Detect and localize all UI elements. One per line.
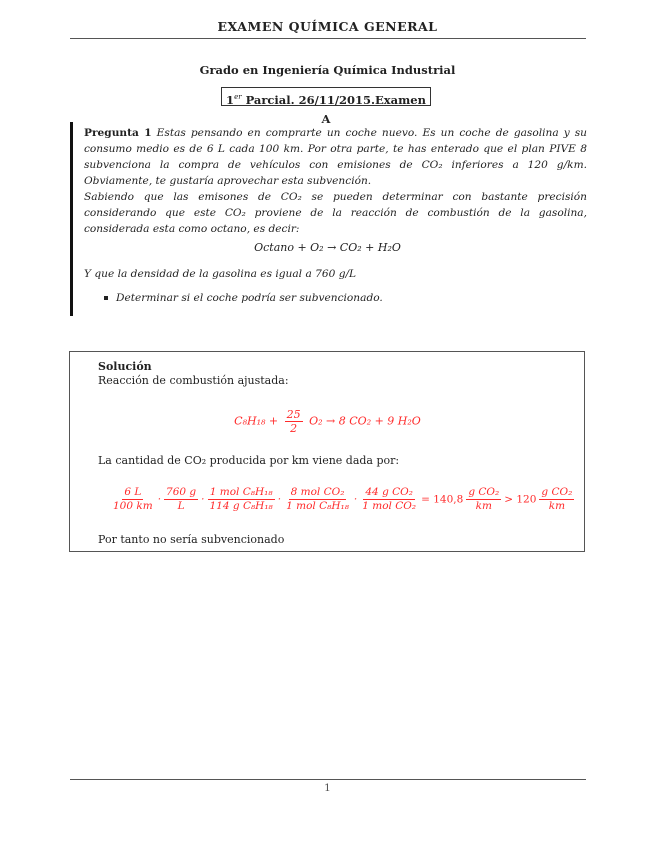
- limit-unit: $\frac{\text{g CO₂}}{km}$: [541, 486, 573, 512]
- balanced-reaction: C₈H₁₈ + $\frac{25}{2}$ O₂ → 8 CO₂ + 9 H₂O: [234, 408, 421, 435]
- solution-conclusion: Por tanto no sería subvencionado: [98, 533, 285, 546]
- fraction: $\frac{25}{2}$: [286, 408, 301, 435]
- exam-ordinal-sup: er: [234, 93, 242, 101]
- factor-co2-mass: $\frac{\text{44 g CO₂}}{\text{1 mol CO₂}}$: [362, 486, 417, 512]
- exam-info-text: Parcial. 26/11/2015.Examen A: [241, 92, 426, 126]
- document-header-title: EXAMEN QUÍMICA GENERAL: [217, 19, 438, 34]
- question-left-bar: [70, 122, 73, 316]
- footer-divider: [70, 779, 586, 780]
- question-statement: [84, 125, 587, 237]
- co2-calculation: $\frac{6 L}{100 km}$ · $\frac{760 g}{L}$ · $\frac{\text{1 mol C₈H₁₈}}{\text{114 g C₈H₁₈}}$ · $\frac{\text{8 mol CO₂}}{\text{1 mol C₈H₁₈}}$ · $\frac{\text{44 g CO₂}}{\text{1 mol CO₂}}$ = 140,8 $\frac{\text{g CO₂}}{km}$ > 120 $\frac{\text{g CO₂}}{km}$: [113, 486, 573, 512]
- solution-intro: Reacción de combustión ajustada:: [98, 374, 289, 387]
- exam-info-box: [221, 87, 431, 126]
- question-equation: Octano + O₂ → CO₂ + H₂O: [254, 241, 401, 254]
- comparison: > 120: [504, 493, 537, 506]
- co2-intro-text: La cantidad de CO₂ producida por km viene dada por:: [98, 454, 400, 467]
- header-divider: [70, 38, 586, 39]
- factor-stoichiometry: $\frac{\text{8 mol CO₂}}{\text{1 mol C₈H₁₈}}$: [286, 486, 349, 512]
- degree-subtitle: Grado en Ingeniería Química Industrial: [199, 63, 456, 77]
- result-value: = 140,8: [421, 493, 464, 506]
- question-bullet-item: Determinar si el coche podría ser subvencionado.: [104, 292, 383, 304]
- question-paragraph-2: Sabiendo que las emisones de CO₂ se pueden determinar con bastante precisión considerando que este CO₂ proviene de la reacción de combustión de la gasolina, considerada esta como octano, es decir:: [84, 191, 587, 235]
- factor-density: $\frac{760 g}{L}$: [166, 486, 197, 512]
- solution-title: Solución: [98, 360, 152, 373]
- factor-molar-mass: $\frac{\text{1 mol C₈H₁₈}}{\text{114 g C₈H₁₈}}$: [209, 486, 273, 512]
- page-number: 1: [324, 782, 331, 794]
- bullet-icon: [104, 296, 108, 300]
- exam-ordinal: 1: [226, 92, 235, 107]
- result-unit: $\frac{\text{g CO₂}}{km}$: [468, 486, 500, 512]
- question-density: Y que la densidad de la gasolina es igual a 760 g/L: [84, 268, 357, 280]
- question-label: Pregunta 1: [84, 127, 152, 139]
- factor-consumption: $\frac{6 L}{100 km}$: [113, 486, 153, 512]
- question-paragraph-1: Estas pensando en comprarte un coche nuevo. Es un coche de gasolina y su consumo medio es de 6 L cada 100 km. Por otra parte, te has enterado que el plan PIVE 8 subvenciona la compra de vehículos con emisiones de CO₂ inferiores a 120 g/km. Obviamente, te gustaría aprovechar esta subvención.: [84, 127, 588, 187]
